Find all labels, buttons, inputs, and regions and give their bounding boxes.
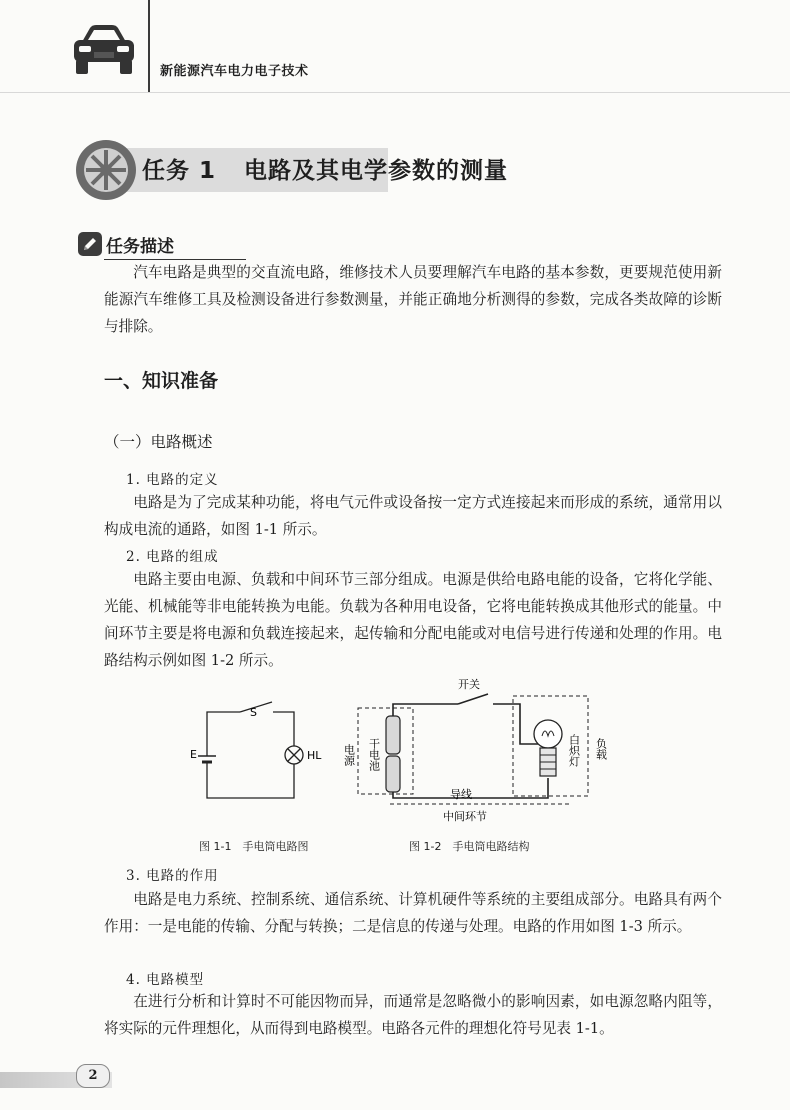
item-text: 电路是为了完成某种功能，将电气元件或设备按一定方式连接起来而形成的系统，通常用以构成电流的通路，如图 1-1 所示。 — [104, 494, 722, 538]
wire — [393, 704, 458, 716]
figure-1-1-caption: 图 1-1 手电筒电路图 — [199, 840, 309, 853]
wire-label: 导线 — [450, 788, 472, 801]
car-logo-icon — [70, 22, 138, 80]
circuit-wire — [273, 712, 294, 746]
item-title: 1. 电路的定义 — [126, 472, 219, 488]
source-label: 电源 — [342, 744, 356, 766]
figure-1-2 — [338, 676, 628, 830]
item-text: 电路是电力系统、控制系统、通信系统、计算机硬件等系统的主要组成部分。电路具有两个作用：一是电能的传输、分配与转换；二是信息的传递与处理。电路的作用如图 1-3 所示。 — [104, 891, 722, 935]
task-title — [142, 152, 508, 185]
battery-cell — [386, 756, 400, 792]
wheel-icon — [74, 138, 138, 206]
figure-1-2-caption: 图 1-2 手电筒电路结构 — [409, 840, 530, 853]
task-description-text: 汽车电路是典型的交直流电路，维修技术人员要理解汽车电路的基本参数，更要规范使用新能源汽车维修工具及检测设备进行参数测量，并能正确地分析测得的参数，完成各类故障的诊断与排除。 — [104, 264, 722, 335]
page-number: 2 — [76, 1064, 110, 1088]
section-heading: 一、知识准备 — [104, 370, 219, 392]
pencil-icon — [78, 232, 102, 260]
switch-blade — [458, 694, 488, 704]
bulb-glass — [534, 720, 562, 748]
task-number: 任务 1 — [142, 158, 217, 184]
item-title: 4. 电路模型 — [126, 972, 205, 988]
subsection-heading: （一）电路概述 — [104, 433, 213, 451]
task-name: 电路及其电学参数的测量 — [244, 158, 509, 184]
header-divider — [148, 0, 150, 92]
item-text: 在进行分析和计算时不可能因物而异，而通常是忽略微小的影响因素，如电源忽略内阻等，将实际的元件理想化，从而得到电路模型。电路各元件的理想化符号见表 1-1。 — [104, 993, 722, 1037]
header-bottom-line — [0, 92, 790, 93]
lamp-label: HL — [307, 749, 322, 762]
battery-label: 干电池 — [367, 738, 381, 771]
middle-label: 中间环节 — [443, 810, 487, 823]
book-title: 新能源汽车电力电子技术 — [160, 64, 309, 79]
load-label: 负载 — [594, 738, 608, 760]
item-title: 3. 电路的作用 — [126, 868, 219, 884]
battery-cell — [386, 716, 400, 754]
wire — [493, 704, 538, 744]
item-text: 电路主要由电源、负载和中间环节三部分组成。电源是供给电路电能的设备，它将化学能、光能、机械能等非电能转换为电能。负载为各种用电设备，它将电能转换成其他形式的能量。中间环节主要是将电源和负载连接起来，起传输和分配电能或对电信号进行传递和处理的作用。电路结构示例如图 1-2 所示。 — [104, 571, 722, 669]
switch-label: S — [250, 706, 257, 719]
switch-label: 开关 — [458, 678, 480, 691]
circuit-wire — [207, 712, 240, 756]
source-label: E — [190, 748, 197, 761]
task-description-heading: 任务描述 — [104, 232, 246, 260]
circuit-wire — [207, 762, 294, 798]
bulb-label: 白炽灯 — [567, 734, 581, 767]
item-title: 2. 电路的组成 — [126, 549, 219, 565]
